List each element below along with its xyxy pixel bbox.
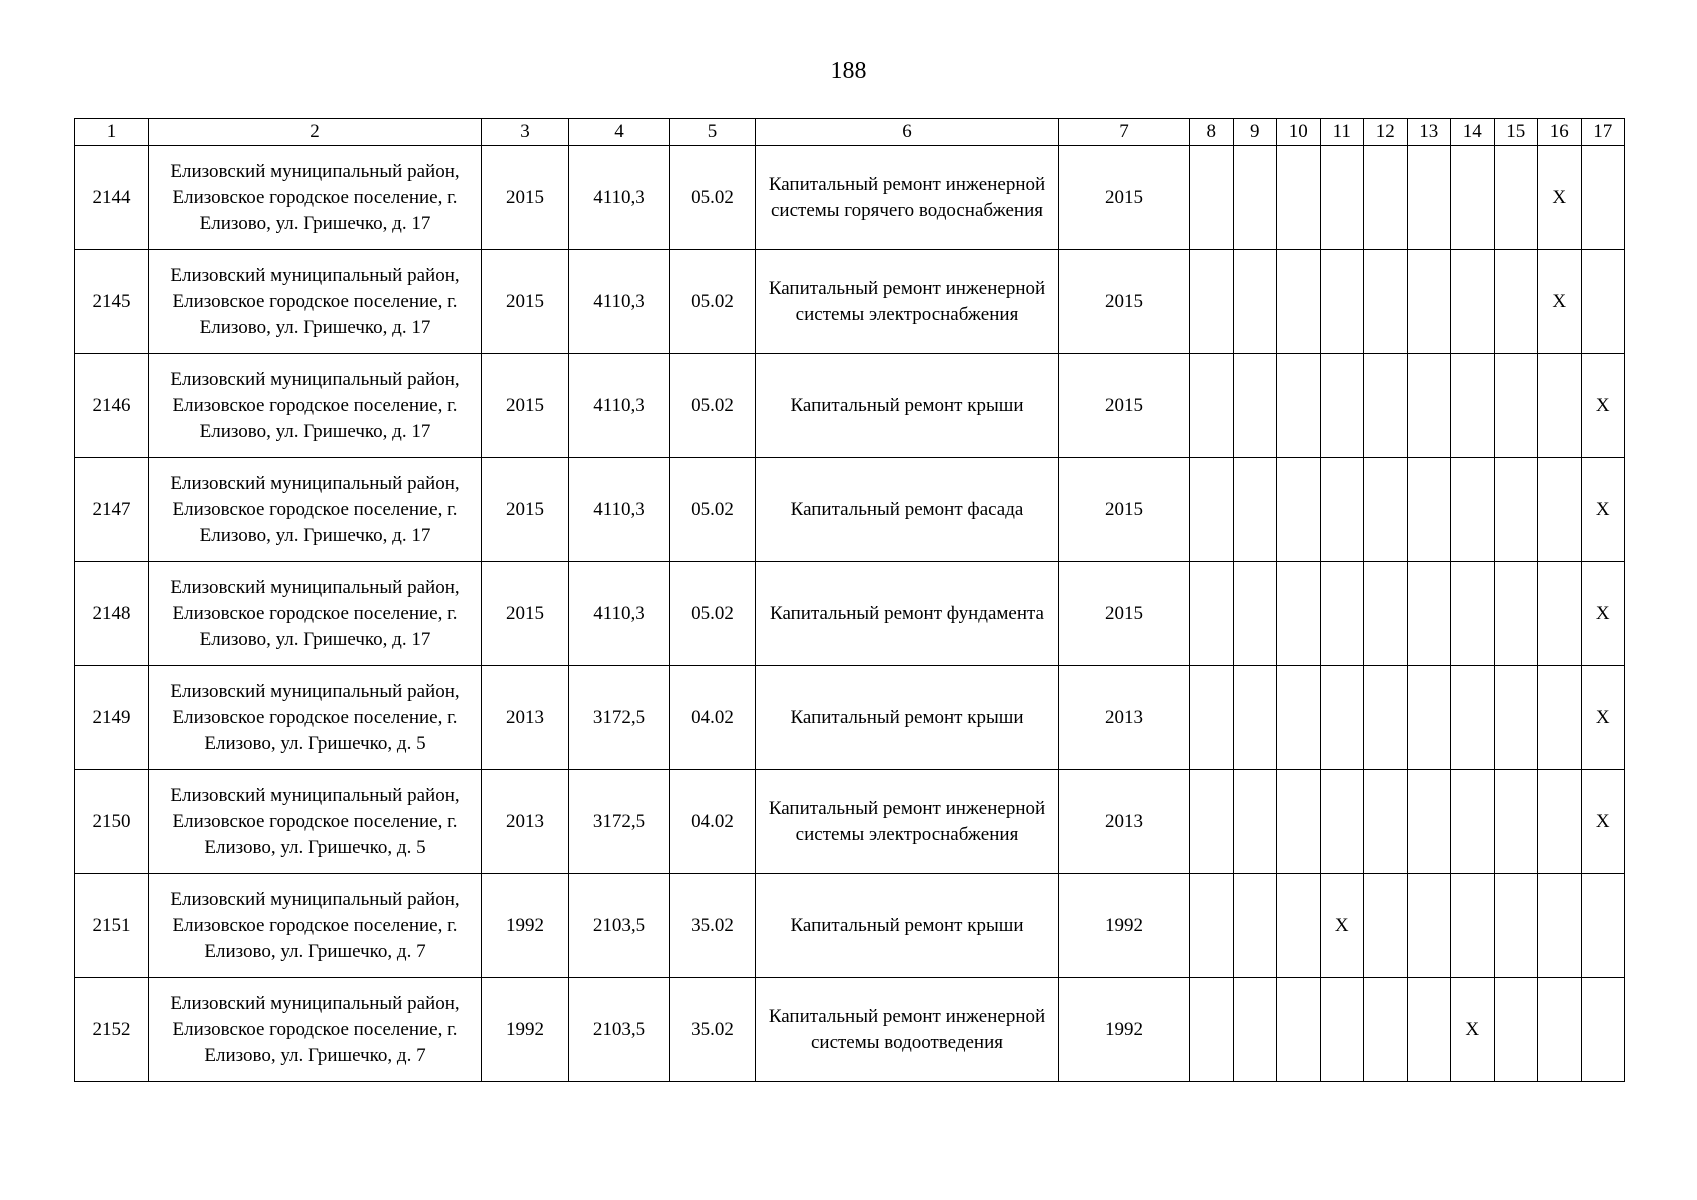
table-row — [75, 562, 1625, 666]
column-header-15: 15 — [1494, 119, 1538, 146]
code-cell: 05.02 — [670, 562, 756, 666]
address-cell: Елизовский муниципальный район, Елизовское городское поселение, г. Елизово, ул. Гришечко, д. 17 — [149, 458, 482, 562]
mark-cell-col-9 — [1233, 458, 1277, 562]
code-cell: 04.02 — [670, 770, 756, 874]
mark-cell-col-8 — [1190, 562, 1234, 666]
address-cell: Елизовский муниципальный район, Елизовское городское поселение, г. Елизово, ул. Гришечко, д. 5 — [149, 666, 482, 770]
column-header-17: 17 — [1581, 119, 1625, 146]
mark-cell-col-10 — [1277, 250, 1321, 354]
mark-cell-col-17: X — [1581, 354, 1625, 458]
mark-cell-col-15 — [1494, 770, 1538, 874]
work-year-cell: 2013 — [1059, 770, 1190, 874]
work-year-cell: 2015 — [1059, 146, 1190, 250]
work-type-cell: Капитальный ремонт инженерной системы водоотведения — [756, 978, 1059, 1082]
column-header-2: 2 — [149, 119, 482, 146]
column-header-7: 7 — [1059, 119, 1190, 146]
row-number-cell: 2144 — [75, 146, 149, 250]
work-type-cell: Капитальный ремонт инженерной системы электроснабжения — [756, 250, 1059, 354]
row-number-cell: 2148 — [75, 562, 149, 666]
column-header-4: 4 — [569, 119, 670, 146]
mark-cell-col-10 — [1277, 146, 1321, 250]
year-built-cell: 2015 — [482, 250, 569, 354]
work-year-cell: 2015 — [1059, 250, 1190, 354]
table-header — [75, 119, 1625, 146]
address-cell: Елизовский муниципальный район, Елизовское городское поселение, г. Елизово, ул. Гришечко, д. 17 — [149, 146, 482, 250]
mark-cell-col-15 — [1494, 978, 1538, 1082]
year-built-cell: 2013 — [482, 666, 569, 770]
mark-cell-col-15 — [1494, 874, 1538, 978]
row-number-cell: 2151 — [75, 874, 149, 978]
row-number-cell: 2150 — [75, 770, 149, 874]
mark-cell-col-9 — [1233, 562, 1277, 666]
work-type-cell: Капитальный ремонт инженерной системы горячего водоснабжения — [756, 146, 1059, 250]
mark-cell-col-11 — [1320, 770, 1364, 874]
mark-cell-col-10 — [1277, 874, 1321, 978]
mark-cell-col-11 — [1320, 146, 1364, 250]
mark-cell-col-13 — [1407, 770, 1451, 874]
header-row — [75, 119, 1625, 146]
mark-cell-col-11 — [1320, 978, 1364, 1082]
mark-cell-col-9 — [1233, 978, 1277, 1082]
mark-cell-col-9 — [1233, 874, 1277, 978]
mark-cell-col-16 — [1538, 874, 1582, 978]
area-cell: 2103,5 — [569, 978, 670, 1082]
mark-cell-col-14 — [1451, 250, 1495, 354]
column-header-3: 3 — [482, 119, 569, 146]
mark-cell-col-17 — [1581, 978, 1625, 1082]
table-body — [75, 146, 1625, 1082]
page-number: 188 — [830, 58, 867, 84]
mark-cell-col-9 — [1233, 146, 1277, 250]
mark-cell-col-12 — [1364, 250, 1408, 354]
row-number-cell: 2146 — [75, 354, 149, 458]
table-row — [75, 458, 1625, 562]
mark-cell-col-10 — [1277, 458, 1321, 562]
work-type-cell: Капитальный ремонт крыши — [756, 874, 1059, 978]
code-cell: 05.02 — [670, 250, 756, 354]
column-header-8: 8 — [1190, 119, 1234, 146]
code-cell: 05.02 — [670, 146, 756, 250]
code-cell: 04.02 — [670, 666, 756, 770]
area-cell: 2103,5 — [569, 874, 670, 978]
mark-cell-col-17 — [1581, 250, 1625, 354]
work-year-cell: 2015 — [1059, 354, 1190, 458]
address-cell: Елизовский муниципальный район, Елизовское городское поселение, г. Елизово, ул. Гришечко, д. 17 — [149, 354, 482, 458]
table-row — [75, 874, 1625, 978]
mark-cell-col-16 — [1538, 562, 1582, 666]
work-type-cell: Капитальный ремонт крыши — [756, 666, 1059, 770]
year-built-cell: 1992 — [482, 978, 569, 1082]
column-header-13: 13 — [1407, 119, 1451, 146]
table-row — [75, 146, 1625, 250]
mark-cell-col-9 — [1233, 666, 1277, 770]
mark-cell-col-11 — [1320, 666, 1364, 770]
mark-cell-col-13 — [1407, 666, 1451, 770]
column-header-6: 6 — [756, 119, 1059, 146]
mark-cell-col-14 — [1451, 562, 1495, 666]
area-cell: 4110,3 — [569, 458, 670, 562]
mark-cell-col-9 — [1233, 354, 1277, 458]
mark-cell-col-13 — [1407, 458, 1451, 562]
mark-cell-col-16: X — [1538, 250, 1582, 354]
code-cell: 05.02 — [670, 458, 756, 562]
work-year-cell: 2015 — [1059, 458, 1190, 562]
column-header-9: 9 — [1233, 119, 1277, 146]
mark-cell-col-10 — [1277, 978, 1321, 1082]
work-type-cell: Капитальный ремонт фасада — [756, 458, 1059, 562]
mark-cell-col-12 — [1364, 458, 1408, 562]
work-year-cell: 2015 — [1059, 562, 1190, 666]
mark-cell-col-16 — [1538, 458, 1582, 562]
mark-cell-col-17: X — [1581, 770, 1625, 874]
mark-cell-col-17: X — [1581, 666, 1625, 770]
address-cell: Елизовский муниципальный район, Елизовское городское поселение, г. Елизово, ул. Гришечко, д. 17 — [149, 250, 482, 354]
mark-cell-col-12 — [1364, 666, 1408, 770]
table-row — [75, 250, 1625, 354]
mark-cell-col-15 — [1494, 666, 1538, 770]
mark-cell-col-15 — [1494, 458, 1538, 562]
row-number-cell: 2152 — [75, 978, 149, 1082]
column-header-11: 11 — [1320, 119, 1364, 146]
row-number-cell: 2149 — [75, 666, 149, 770]
column-header-16: 16 — [1538, 119, 1582, 146]
mark-cell-col-14 — [1451, 874, 1495, 978]
address-cell: Елизовский муниципальный район, Елизовское городское поселение, г. Елизово, ул. Гришечко, д. 7 — [149, 874, 482, 978]
mark-cell-col-17 — [1581, 146, 1625, 250]
mark-cell-col-15 — [1494, 146, 1538, 250]
mark-cell-col-14: X — [1451, 978, 1495, 1082]
table-row — [75, 354, 1625, 458]
year-built-cell: 1992 — [482, 874, 569, 978]
mark-cell-col-9 — [1233, 770, 1277, 874]
work-type-cell: Капитальный ремонт фундамента — [756, 562, 1059, 666]
code-cell: 05.02 — [670, 354, 756, 458]
repair-schedule-table — [74, 118, 1625, 1082]
mark-cell-col-11 — [1320, 354, 1364, 458]
mark-cell-col-16 — [1538, 354, 1582, 458]
mark-cell-col-11: X — [1320, 874, 1364, 978]
mark-cell-col-13 — [1407, 354, 1451, 458]
year-built-cell: 2015 — [482, 458, 569, 562]
mark-cell-col-16 — [1538, 978, 1582, 1082]
mark-cell-col-15 — [1494, 562, 1538, 666]
mark-cell-col-17: X — [1581, 562, 1625, 666]
mark-cell-col-9 — [1233, 250, 1277, 354]
column-header-10: 10 — [1277, 119, 1321, 146]
area-cell: 4110,3 — [569, 250, 670, 354]
mark-cell-col-10 — [1277, 666, 1321, 770]
mark-cell-col-11 — [1320, 562, 1364, 666]
mark-cell-col-10 — [1277, 354, 1321, 458]
area-cell: 4110,3 — [569, 562, 670, 666]
mark-cell-col-15 — [1494, 250, 1538, 354]
year-built-cell: 2015 — [482, 146, 569, 250]
mark-cell-col-8 — [1190, 146, 1234, 250]
mark-cell-col-14 — [1451, 770, 1495, 874]
area-cell: 3172,5 — [569, 666, 670, 770]
column-header-1: 1 — [75, 119, 149, 146]
mark-cell-col-16: X — [1538, 146, 1582, 250]
mark-cell-col-14 — [1451, 666, 1495, 770]
mark-cell-col-12 — [1364, 562, 1408, 666]
mark-cell-col-14 — [1451, 458, 1495, 562]
work-year-cell: 2013 — [1059, 666, 1190, 770]
mark-cell-col-16 — [1538, 770, 1582, 874]
year-built-cell: 2015 — [482, 354, 569, 458]
mark-cell-col-13 — [1407, 562, 1451, 666]
work-type-cell: Капитальный ремонт крыши — [756, 354, 1059, 458]
work-year-cell: 1992 — [1059, 874, 1190, 978]
column-header-5: 5 — [670, 119, 756, 146]
mark-cell-col-12 — [1364, 770, 1408, 874]
column-header-14: 14 — [1451, 119, 1495, 146]
table-row — [75, 666, 1625, 770]
mark-cell-col-15 — [1494, 354, 1538, 458]
area-cell: 4110,3 — [569, 354, 670, 458]
year-built-cell: 2015 — [482, 562, 569, 666]
mark-cell-col-13 — [1407, 978, 1451, 1082]
area-cell: 3172,5 — [569, 770, 670, 874]
row-number-cell: 2145 — [75, 250, 149, 354]
mark-cell-col-8 — [1190, 250, 1234, 354]
mark-cell-col-14 — [1451, 354, 1495, 458]
mark-cell-col-12 — [1364, 146, 1408, 250]
table-row — [75, 978, 1625, 1082]
mark-cell-col-8 — [1190, 770, 1234, 874]
mark-cell-col-8 — [1190, 458, 1234, 562]
mark-cell-col-12 — [1364, 978, 1408, 1082]
table-row — [75, 770, 1625, 874]
address-cell: Елизовский муниципальный район, Елизовское городское поселение, г. Елизово, ул. Гришечко, д. 5 — [149, 770, 482, 874]
work-type-cell: Капитальный ремонт инженерной системы электроснабжения — [756, 770, 1059, 874]
mark-cell-col-14 — [1451, 146, 1495, 250]
mark-cell-col-13 — [1407, 874, 1451, 978]
mark-cell-col-11 — [1320, 250, 1364, 354]
mark-cell-col-17: X — [1581, 458, 1625, 562]
address-cell: Елизовский муниципальный район, Елизовское городское поселение, г. Елизово, ул. Гришечко, д. 17 — [149, 562, 482, 666]
mark-cell-col-8 — [1190, 874, 1234, 978]
year-built-cell: 2013 — [482, 770, 569, 874]
mark-cell-col-10 — [1277, 770, 1321, 874]
area-cell: 4110,3 — [569, 146, 670, 250]
mark-cell-col-13 — [1407, 250, 1451, 354]
mark-cell-col-10 — [1277, 562, 1321, 666]
mark-cell-col-8 — [1190, 666, 1234, 770]
column-header-12: 12 — [1364, 119, 1408, 146]
row-number-cell: 2147 — [75, 458, 149, 562]
work-year-cell: 1992 — [1059, 978, 1190, 1082]
mark-cell-col-17 — [1581, 874, 1625, 978]
mark-cell-col-16 — [1538, 666, 1582, 770]
address-cell: Елизовский муниципальный район, Елизовское городское поселение, г. Елизово, ул. Гришечко, д. 7 — [149, 978, 482, 1082]
mark-cell-col-12 — [1364, 354, 1408, 458]
code-cell: 35.02 — [670, 874, 756, 978]
mark-cell-col-13 — [1407, 146, 1451, 250]
code-cell: 35.02 — [670, 978, 756, 1082]
mark-cell-col-12 — [1364, 874, 1408, 978]
mark-cell-col-8 — [1190, 978, 1234, 1082]
mark-cell-col-8 — [1190, 354, 1234, 458]
mark-cell-col-11 — [1320, 458, 1364, 562]
